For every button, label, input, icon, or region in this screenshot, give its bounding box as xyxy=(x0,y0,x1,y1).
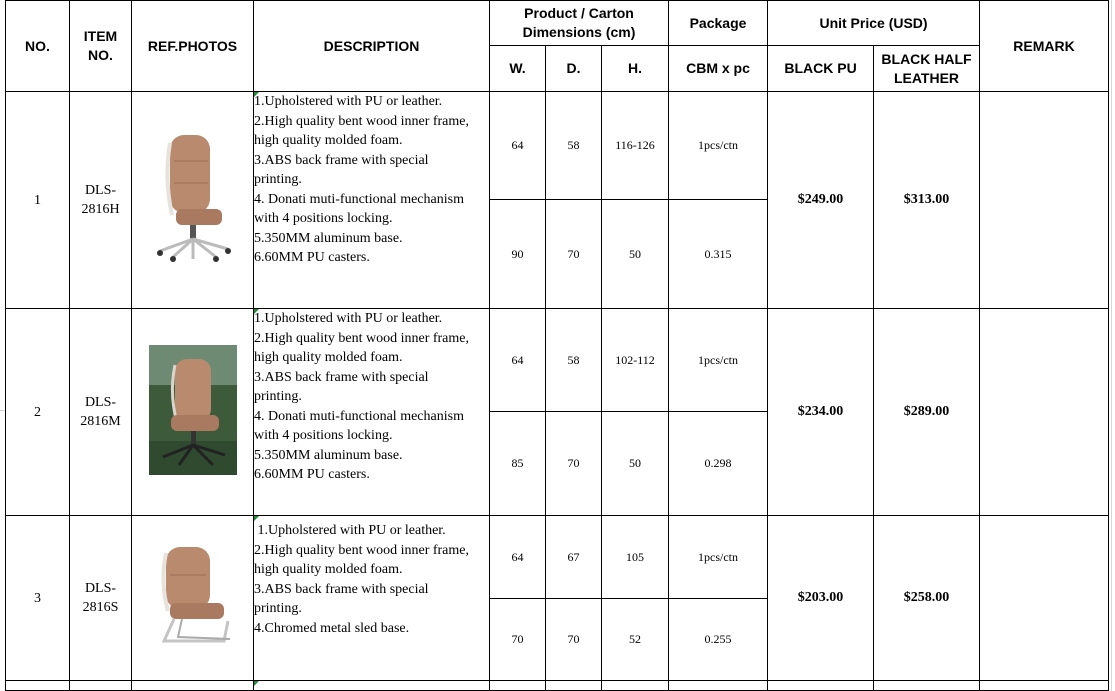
package-qty: 1pcs/ctn xyxy=(669,92,768,200)
product-height: 116-126 xyxy=(602,92,669,200)
header-black-half-leather-label: BLACK HALF LEATHER xyxy=(881,50,972,86)
carton-height: 50 xyxy=(602,200,669,309)
price-list-table xyxy=(5,0,1109,691)
description-line: 3.ABS back frame with special xyxy=(254,369,429,385)
header-w: W. xyxy=(490,46,546,92)
empty-cell xyxy=(768,681,874,691)
table-row xyxy=(6,681,1109,691)
brown-leather-sled-base-chair-icon xyxy=(148,541,238,651)
product-height: 105 xyxy=(602,516,669,599)
description-line: with 4 positions locking. xyxy=(254,211,393,226)
header-h: H. xyxy=(602,46,669,92)
description-line: 3.ABS back frame with special xyxy=(254,152,429,168)
description-line: 2.High quality bent wood inner frame, xyxy=(254,330,470,346)
product-width: 64 xyxy=(490,309,546,412)
carton-depth: 70 xyxy=(546,412,602,516)
product-depth: 58 xyxy=(546,92,602,200)
description-line: 6.60MM PU casters. xyxy=(254,250,370,265)
description-line: 6.60MM PU casters. xyxy=(254,467,370,482)
product-height: 102-112 xyxy=(602,309,669,412)
empty-cell xyxy=(490,681,546,691)
cbm-value: 0.255 xyxy=(669,599,768,681)
description-line: high quality molded foam. xyxy=(254,350,403,365)
header-description: DESCRIPTION xyxy=(254,1,490,92)
table-row xyxy=(6,309,1109,412)
comment-marker-icon xyxy=(254,681,259,686)
carton-height: 52 xyxy=(602,599,669,681)
package-qty: 1pcs/ctn xyxy=(669,309,768,412)
sheet-gridline xyxy=(1111,0,1112,691)
remark-cell xyxy=(980,92,1109,309)
price-black-pu: $234.00 xyxy=(768,309,874,516)
table-row xyxy=(6,516,1109,599)
remark-cell xyxy=(980,309,1109,516)
product-width: 64 xyxy=(490,516,546,599)
carton-width: 70 xyxy=(490,599,546,681)
price-black-pu: $249.00 xyxy=(768,92,874,309)
item-number-label: DLS-2816S xyxy=(82,581,119,615)
header-ref-photos: REF.PHOTOS xyxy=(132,1,254,92)
header-black-half-leather xyxy=(874,46,980,92)
header-item-no xyxy=(70,1,132,92)
description-line: printing. xyxy=(254,389,302,404)
header-remark: REMARK xyxy=(980,1,1109,92)
description-cell xyxy=(254,92,490,309)
product-depth: 58 xyxy=(546,309,602,412)
carton-depth: 70 xyxy=(546,200,602,309)
header-item-no-label: ITEM NO. xyxy=(83,28,118,63)
item-number-label: DLS-2816H xyxy=(81,183,120,217)
item-number xyxy=(70,516,132,681)
description-line: 2.High quality bent wood inner frame, xyxy=(254,113,470,129)
row-number: 1 xyxy=(6,92,70,309)
header-package: Package xyxy=(669,1,768,46)
header-black-pu: BLACK PU xyxy=(768,46,874,92)
description-line: 1.Upholstered with PU or leather. xyxy=(254,311,443,326)
price-black-pu: $203.00 xyxy=(768,516,874,681)
header-row-top xyxy=(6,1,1109,46)
empty-cell xyxy=(6,681,70,691)
header-cbm: CBM x pc xyxy=(669,46,768,92)
price-black-half-leather: $258.00 xyxy=(874,516,980,681)
description-line: 4. Donati muti-functional mechanism xyxy=(254,191,464,207)
remark-cell xyxy=(980,516,1109,681)
header-no: NO. xyxy=(6,1,70,92)
description-line: 1.Upholstered with PU or leather. xyxy=(254,523,446,538)
brown-leather-midback-office-chair-photo xyxy=(149,345,237,475)
description-line: 5.350MM aluminum base. xyxy=(254,447,403,463)
description-line: 1.Upholstered with PU or leather. xyxy=(254,94,443,109)
carton-width: 85 xyxy=(490,412,546,516)
package-qty: 1pcs/ctn xyxy=(669,516,768,599)
item-number xyxy=(70,92,132,309)
ref-photo-cell xyxy=(132,309,254,516)
carton-height: 50 xyxy=(602,412,669,516)
empty-cell xyxy=(669,681,768,691)
item-number xyxy=(70,309,132,516)
product-depth: 67 xyxy=(546,516,602,599)
price-black-half-leather: $289.00 xyxy=(874,309,980,516)
empty-cell xyxy=(546,681,602,691)
description-cell xyxy=(254,681,490,691)
row-number: 3 xyxy=(6,516,70,681)
header-dimensions-label: Product / Carton Dimensions (cm) xyxy=(522,5,636,40)
description-line: high quality molded foam. xyxy=(254,562,403,577)
carton-depth: 70 xyxy=(546,599,602,681)
description-line: 4.Chromed metal sled base. xyxy=(254,620,410,636)
cbm-value: 0.298 xyxy=(669,412,768,516)
item-number-label: DLS-2816M xyxy=(80,395,121,429)
description-cell xyxy=(254,516,490,681)
description-line: 3.ABS back frame with special xyxy=(254,581,429,597)
empty-cell xyxy=(132,681,254,691)
header-dimensions xyxy=(490,1,669,46)
description-line: printing. xyxy=(254,172,302,187)
description-line: 4. Donati muti-functional mechanism xyxy=(254,408,464,424)
empty-cell xyxy=(70,681,132,691)
description-line: 2.High quality bent wood inner frame, xyxy=(254,542,470,558)
description-line: printing. xyxy=(254,601,302,616)
empty-cell xyxy=(980,681,1109,691)
description-line: with 4 positions locking. xyxy=(254,428,393,443)
ref-photo-cell xyxy=(132,516,254,681)
brown-leather-highback-office-chair-icon xyxy=(148,133,238,263)
price-black-half-leather: $313.00 xyxy=(874,92,980,309)
comment-marker-icon xyxy=(254,516,259,521)
row-number: 2 xyxy=(6,309,70,516)
empty-cell xyxy=(874,681,980,691)
header-unit-price: Unit Price (USD) xyxy=(768,1,980,46)
ref-photo-cell xyxy=(132,92,254,309)
description-line: high quality molded foam. xyxy=(254,133,403,148)
header-d: D. xyxy=(546,46,602,92)
comment-marker-icon xyxy=(254,309,259,314)
cbm-value: 0.315 xyxy=(669,200,768,309)
carton-width: 90 xyxy=(490,200,546,309)
description-line: 5.350MM aluminum base. xyxy=(254,230,403,246)
description-cell xyxy=(254,309,490,516)
table-row xyxy=(6,92,1109,200)
comment-marker-icon xyxy=(254,92,259,97)
product-width: 64 xyxy=(490,92,546,200)
empty-cell xyxy=(602,681,669,691)
